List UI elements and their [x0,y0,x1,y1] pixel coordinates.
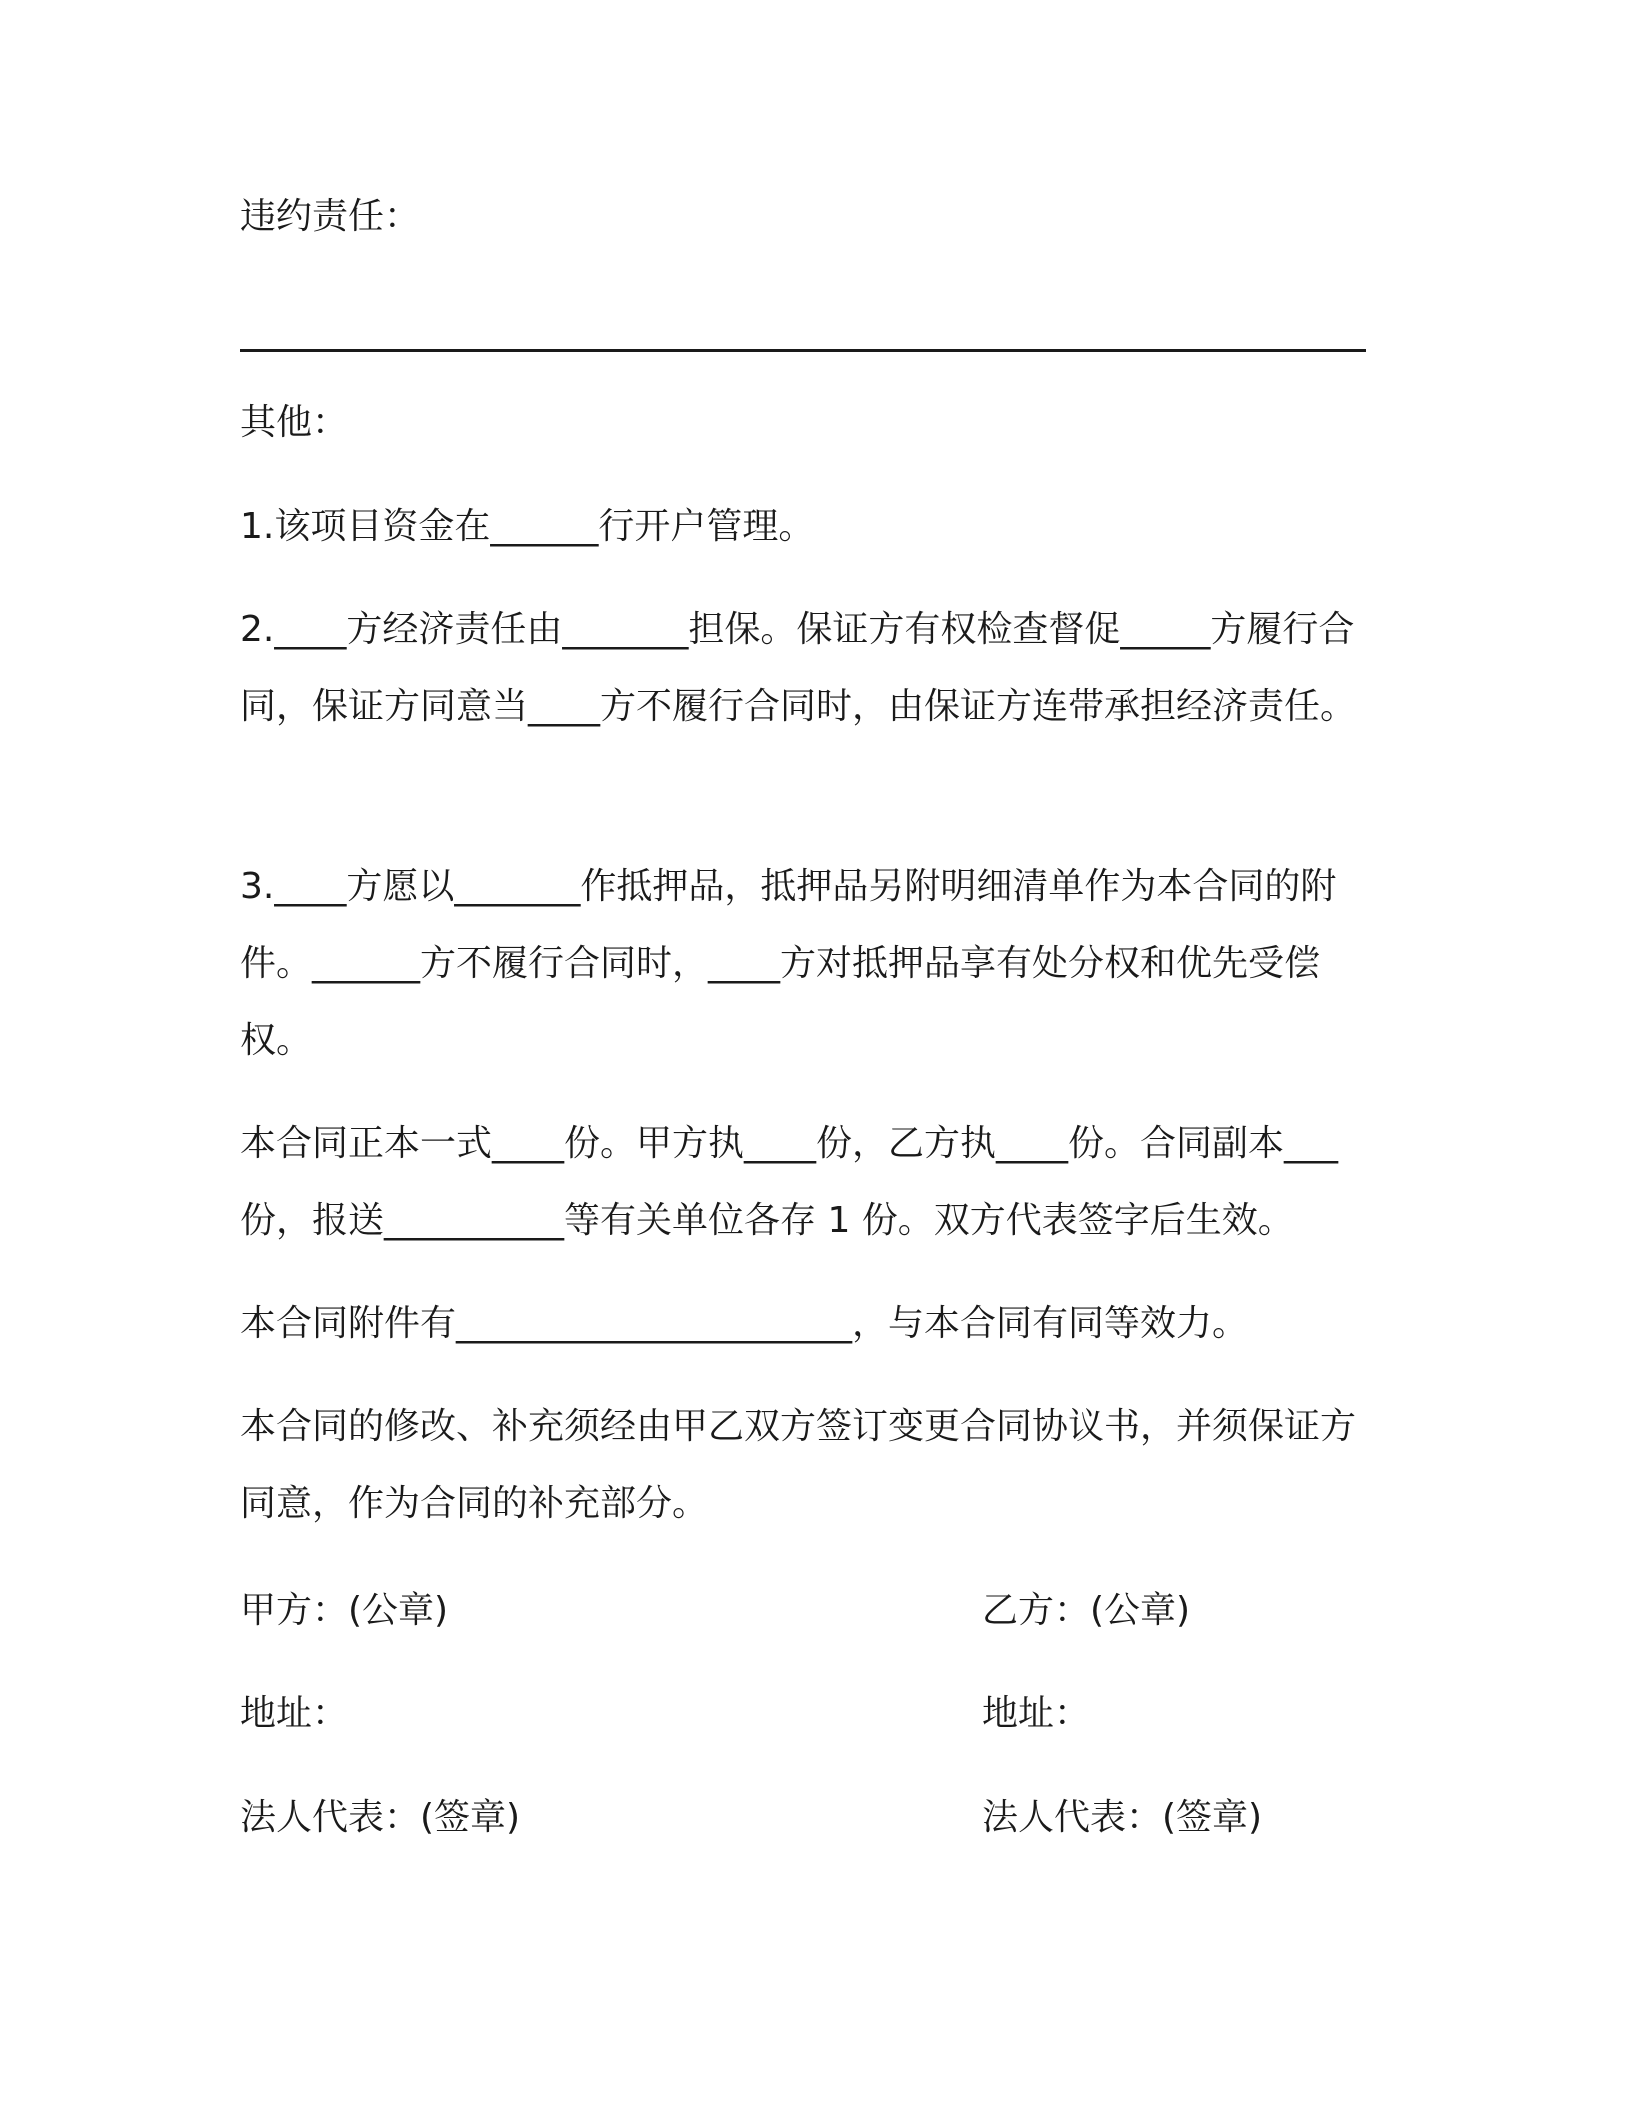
clause-3: 3.____方愿以_______作抵押品，抵押品另附明细清单作为本合同的附件。______方不履行合同时，____方对抵押品享有处分权和优先受偿权。 [240,866,1337,1061]
blank-fill-line [240,349,1366,352]
party-b-legal-rep: 法人代表：(签章) [982,1797,1263,1838]
breach-heading: 违约责任： [240,196,421,237]
clause-1: 1.该项目资金在______行开户管理。 [240,506,815,547]
party-a-seal: 甲方：(公章) [240,1590,449,1631]
amendment-clause: 本合同的修改、补充须经由甲乙双方签订变更合同协议书，并须保证方同意，作为合同的补充部分。 [240,1406,1357,1524]
party-a-address: 地址： [240,1693,349,1734]
clause-2: 2.____方经济责任由_______担保。保证方有权检查督促_____方履行合同，保证方同意当____方不履行合同时，由保证方连带承担经济责任。 [240,609,1357,727]
party-a-legal-rep: 法人代表：(签章) [240,1797,521,1838]
other-heading: 其他： [240,402,349,443]
copies-clause: 本合同正本一式____份。甲方执____份，乙方执____份。合同副本___份，报送__________等有关单位各存 1 份。双方代表签字后生效。 [240,1123,1339,1241]
party-b-address: 地址： [982,1693,1091,1734]
attachments-clause: 本合同附件有______________________，与本合同有同等效力。 [240,1303,1249,1344]
party-b-seal: 乙方：(公章) [982,1590,1191,1631]
